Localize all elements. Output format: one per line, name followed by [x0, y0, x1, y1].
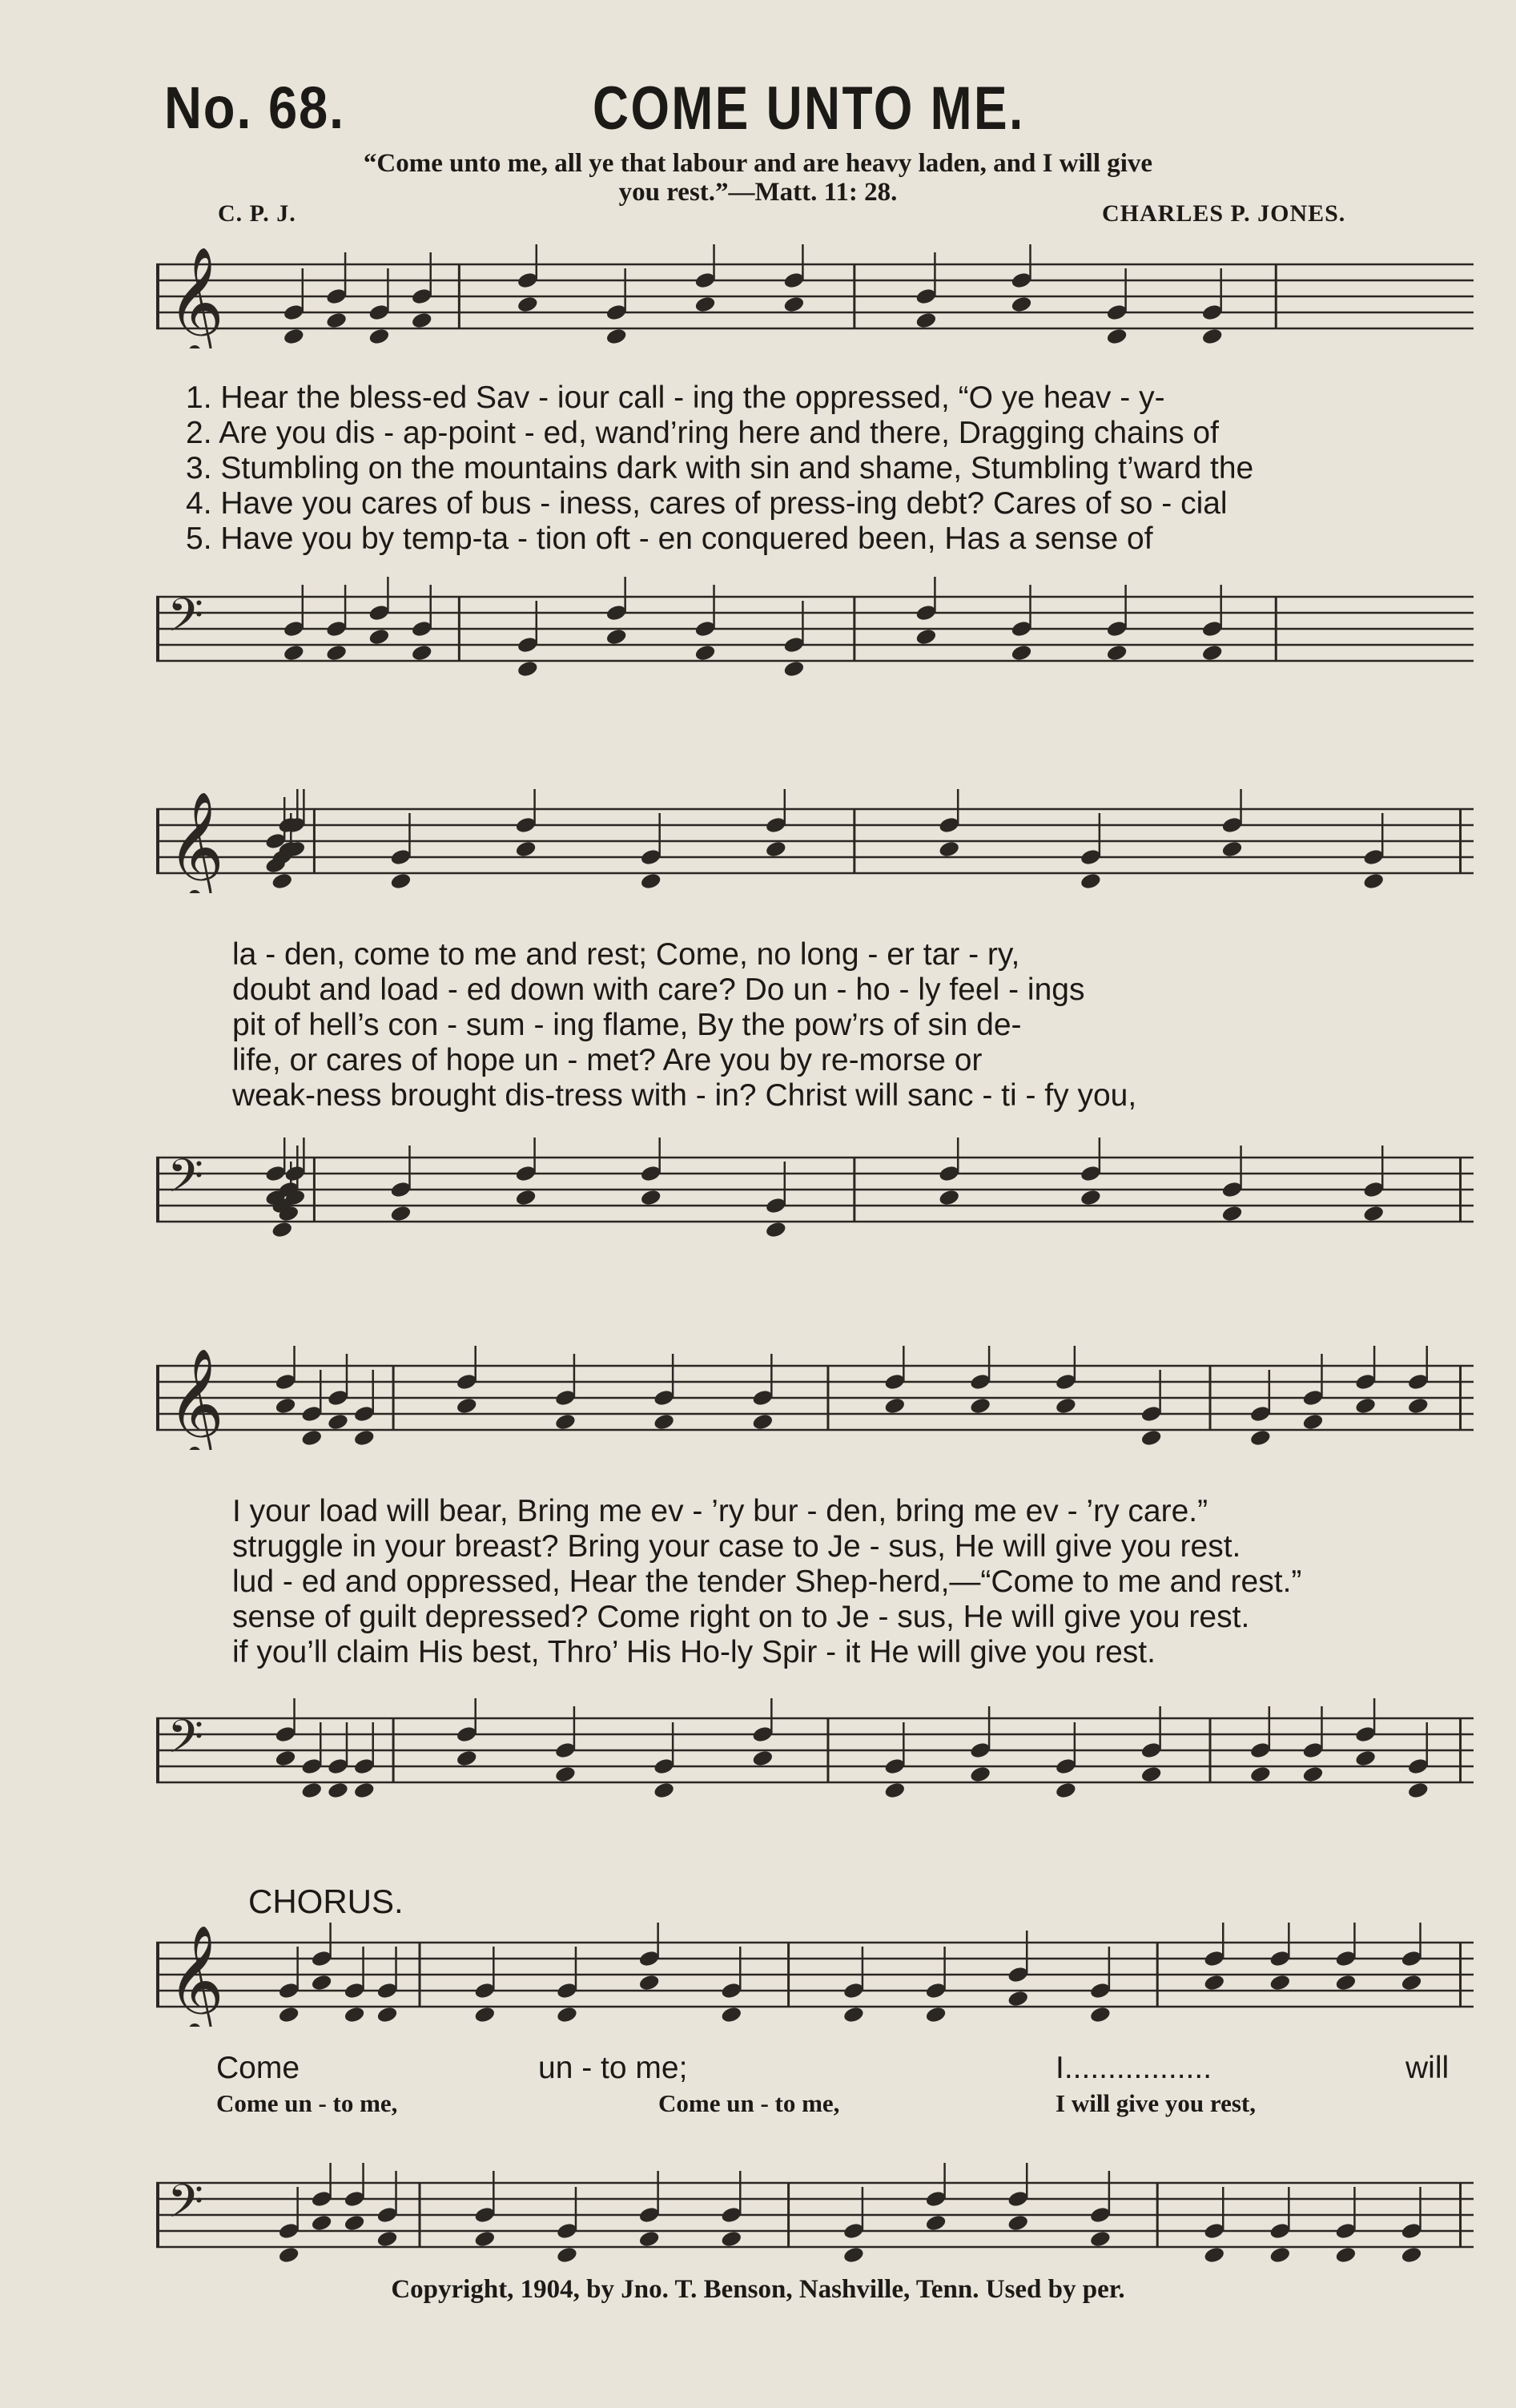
- bass-staff-1: [156, 577, 1474, 681]
- note-head: [325, 311, 348, 329]
- chorus-upper-word: un - to me;: [538, 2051, 688, 2085]
- note-head: [389, 1204, 412, 1222]
- verse-line: pit of hell’s con - sum - ing flame, By the pow’rs of sin de-: [232, 1008, 1022, 1042]
- note-head: [311, 2213, 333, 2232]
- note-head: [720, 2229, 742, 2248]
- note-head: [1249, 1765, 1272, 1783]
- hymn-title: COME UNTO ME.: [593, 74, 1025, 143]
- note-head: [327, 1781, 349, 1799]
- note-head: [473, 2005, 496, 2023]
- note-head: [765, 840, 787, 858]
- note-head: [640, 872, 662, 890]
- note-head: [969, 1765, 991, 1783]
- verse-line: 1. Hear the bless-ed Sav - iour call - ing the oppressed, “O ye heav - y-: [186, 381, 1165, 415]
- verse-line: 2. Are you dis - ap-point - ed, wand’ring here and there, Dragging chains of: [186, 416, 1219, 450]
- verse-line: lud - ed and oppressed, Hear the tender Shep-herd,—“Come to me and rest.”: [232, 1564, 1302, 1599]
- note-head: [300, 1428, 323, 1447]
- note-head: [751, 1412, 774, 1431]
- note-head: [517, 295, 539, 313]
- note-head: [1080, 872, 1102, 890]
- note-head: [969, 1396, 991, 1415]
- treble-clef-icon: 𝄞: [167, 1925, 224, 2027]
- verse-line: weak-ness brought dis-tress with - in? Christ will sanc - ti - fy you,: [232, 1078, 1137, 1113]
- bass-clef-icon: 𝄢: [167, 1709, 204, 1775]
- treble-staff-3: [156, 1346, 1474, 1450]
- note-head: [938, 1188, 960, 1206]
- note-head: [283, 643, 305, 662]
- treble-staff-2: [156, 789, 1474, 893]
- note-head: [915, 627, 937, 646]
- copyright-notice: Copyright, 1904, by Jno. T. Benson, Nashville, Tenn. Used by per.: [391, 2275, 1125, 2304]
- note-head: [1249, 1428, 1272, 1447]
- note-head: [694, 295, 717, 313]
- note-head: [1400, 2245, 1422, 2264]
- note-head: [1203, 2245, 1225, 2264]
- note-head: [515, 1188, 537, 1206]
- note-head: [1269, 2245, 1291, 2264]
- note-head: [353, 1428, 376, 1447]
- note-head: [883, 1396, 906, 1415]
- note-head: [1221, 1204, 1244, 1222]
- chorus-lower-phrase: I will give you rest,: [1056, 2089, 1256, 2117]
- note-head: [1334, 1973, 1357, 1991]
- note-head: [554, 1412, 577, 1431]
- note-head: [517, 659, 539, 678]
- note-head: [353, 1781, 376, 1799]
- note-head: [653, 1412, 675, 1431]
- note-head: [694, 643, 717, 662]
- chorus-upper-word: will: [1405, 2051, 1450, 2085]
- note-head: [1407, 1781, 1430, 1799]
- note-head: [751, 1749, 774, 1767]
- note-head: [556, 2005, 578, 2023]
- verse-line: 4. Have you cares of bus - iness, cares of press-ing debt? Cares of so - cial: [186, 486, 1228, 521]
- hymn-number: No. 68.: [164, 74, 345, 141]
- epigraph-line-1: “Come unto me, all ye that labour and are heavy laden, and I will give: [363, 149, 1153, 178]
- verse-line: struggle in your breast? Bring your case to Je - sus, He will give you rest.: [232, 1529, 1241, 1564]
- note-head: [515, 840, 537, 858]
- bass-staff-chorus: [156, 2163, 1474, 2267]
- note-head: [554, 1765, 577, 1783]
- verse-line: doubt and load - ed down with care? Do un - ho - ly feel - ings: [232, 972, 1085, 1007]
- note-head: [925, 2005, 947, 2023]
- treble-staff-chorus: [156, 1923, 1474, 2027]
- note-head: [411, 311, 433, 329]
- note-head: [1089, 2229, 1112, 2248]
- note-head: [1203, 1973, 1225, 1991]
- chorus-lower-phrase: Come un - to me,: [658, 2089, 840, 2117]
- note-head: [1400, 1973, 1422, 1991]
- note-head: [1362, 872, 1385, 890]
- verse-line: sense of guilt depressed? Come right on to Je - sus, He will give you rest.: [232, 1600, 1250, 1634]
- note-head: [300, 1781, 323, 1799]
- composer-credit: CHARLES P. JONES.: [1102, 200, 1346, 227]
- note-head: [1221, 840, 1244, 858]
- note-head: [1055, 1781, 1077, 1799]
- note-head: [1010, 643, 1032, 662]
- note-head: [1106, 643, 1128, 662]
- note-head: [271, 1220, 293, 1238]
- note-head: [1106, 327, 1128, 345]
- verse-line: 5. Have you by temp-ta - tion oft - en conquered been, Has a sense of: [186, 521, 1153, 556]
- note-head: [368, 627, 390, 646]
- note-head: [1301, 1765, 1324, 1783]
- note-head: [344, 2213, 366, 2232]
- note-head: [376, 2005, 399, 2023]
- note-head: [653, 1781, 675, 1799]
- note-head: [1010, 295, 1032, 313]
- note-head: [1354, 1749, 1377, 1767]
- note-head: [376, 2229, 399, 2248]
- note-head: [638, 1973, 661, 1991]
- note-head: [1055, 1396, 1077, 1415]
- chorus-upper-word: I.................: [1056, 2051, 1212, 2085]
- verse-line: la - den, come to me and rest; Come, no long - er tar - ry,: [232, 937, 1020, 972]
- note-head: [1201, 643, 1224, 662]
- note-head: [278, 2005, 300, 2023]
- note-head: [389, 872, 412, 890]
- note-head: [883, 1781, 906, 1799]
- bass-clef-icon: 𝄢: [167, 2174, 204, 2240]
- note-head: [473, 2229, 496, 2248]
- verse-line: 3. Stumbling on the mountains dark with sin and shame, Stumbling t’ward the: [186, 451, 1254, 485]
- note-head: [640, 1188, 662, 1206]
- note-head: [1140, 1428, 1163, 1447]
- note-head: [1354, 1396, 1377, 1415]
- note-head: [1140, 1765, 1163, 1783]
- bass-clef-icon: 𝄢: [167, 1149, 204, 1214]
- chorus-label: CHORUS.: [248, 1883, 404, 1920]
- treble-clef-icon: 𝄞: [167, 1348, 224, 1450]
- note-head: [344, 2005, 366, 2023]
- note-head: [938, 840, 960, 858]
- note-head: [720, 2005, 742, 2023]
- bass-staff-3: [156, 1698, 1474, 1802]
- treble-staff-1: [156, 244, 1474, 348]
- note-head: [327, 1412, 349, 1431]
- note-head: [638, 2229, 661, 2248]
- note-head: [1301, 1412, 1324, 1431]
- note-head: [842, 2245, 865, 2264]
- note-head: [1089, 2005, 1112, 2023]
- note-head: [556, 2245, 578, 2264]
- note-head: [283, 327, 305, 345]
- note-head: [278, 2245, 300, 2264]
- note-head: [842, 2005, 865, 2023]
- words-by-credit: C. P. J.: [218, 200, 296, 227]
- note-head: [271, 872, 293, 890]
- note-head: [325, 643, 348, 662]
- note-head: [1007, 1989, 1029, 2007]
- verse-line: if you’ll claim His best, Thro’ His Ho-ly Spir - it He will give you rest.: [232, 1635, 1156, 1669]
- note-head: [915, 311, 937, 329]
- note-head: [1407, 1396, 1430, 1415]
- chorus-upper-word: Come: [216, 2051, 300, 2085]
- note-head: [1201, 327, 1224, 345]
- treble-clef-icon: 𝄞: [167, 791, 224, 893]
- treble-clef-icon: 𝄞: [167, 247, 224, 348]
- note-head: [1007, 2213, 1029, 2232]
- verse-line: I your load will bear, Bring me ev - ’ry bur - den, bring me ev - ’ry care.”: [232, 1494, 1208, 1528]
- note-head: [311, 1973, 333, 1991]
- note-head: [605, 627, 628, 646]
- note-head: [605, 327, 628, 345]
- note-head: [411, 643, 433, 662]
- note-head: [782, 295, 805, 313]
- note-head: [1269, 1973, 1291, 1991]
- bass-staff-2: [156, 1138, 1474, 1242]
- note-head: [925, 2213, 947, 2232]
- note-head: [1334, 2245, 1357, 2264]
- verse-line: life, or cares of hope un - met? Are you by re-morse or: [232, 1043, 983, 1077]
- note-head: [275, 1749, 297, 1767]
- note-head: [1362, 1204, 1385, 1222]
- note-head: [765, 1220, 787, 1238]
- chorus-lower-phrase: Come un - to me,: [216, 2089, 398, 2117]
- note-head: [1080, 1188, 1102, 1206]
- note-head: [782, 659, 805, 678]
- note-head: [456, 1396, 478, 1415]
- note-head: [368, 327, 390, 345]
- note-head: [456, 1749, 478, 1767]
- bass-clef-icon: 𝄢: [167, 588, 204, 654]
- epigraph-line-2: you rest.”—Matt. 11: 28.: [618, 178, 898, 207]
- note-head: [275, 1396, 297, 1415]
